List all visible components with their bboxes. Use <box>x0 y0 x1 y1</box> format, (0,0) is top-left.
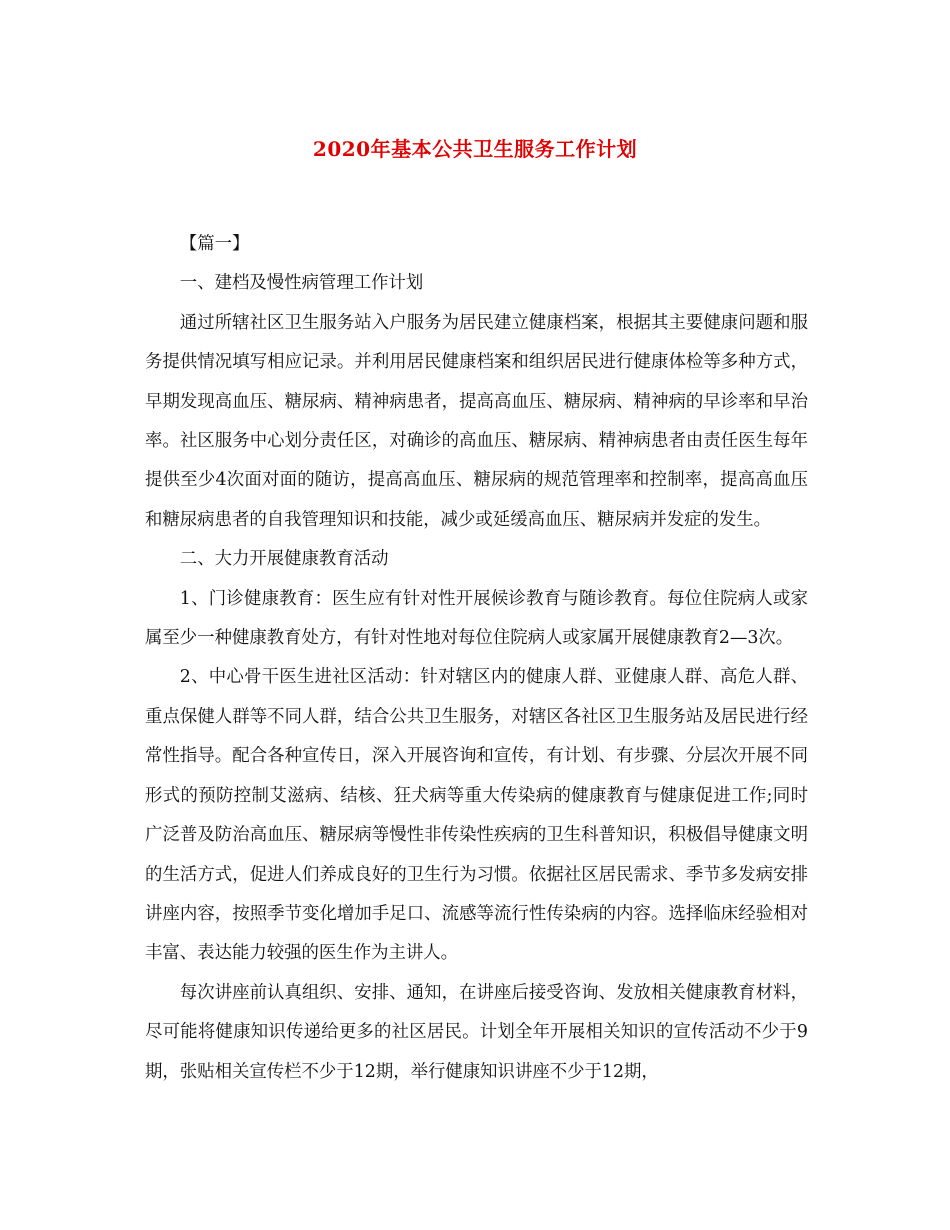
paragraph-archive-management: 通过所辖社区卫生服务站入户服务为居民建立健康档案，根据其主要健康问题和服务提供情况填写相应记录。并利用居民健康档案和组织居民进行健康体检等多种方式，早期发现高血压、糖尿病、精神病患者，提高高血压、糖尿病、精神病的早诊率和早治率。社区服务中心划分责任区，对确诊的高血压、糖尿病、精神病患者由责任医生每年提供至少4次面对面的随访，提高高血压、糖尿病的规范管理率和控制率，提高高血压和糖尿病患者的自我管理知识和技能，减少或延缓高血压、糖尿病并发症的发生。 <box>145 312 808 530</box>
section-heading-1: 一、建档及慢性病管理工作计划 <box>179 273 424 294</box>
paragraph-community-activity: 2、中心骨干医生进社区活动：针对辖区内的健康人群、亚健康人群、高危人群、重点保健人群等不同人群，结合公共卫生服务，对辖区各社区卫生服务站及居民进行经常性指导。配合各种宣传日，深入开展咨询和宣传，有计划、有步骤、分层次开展不同形式的预防控制艾滋病、结核、狂犬病等重大传染病的健康教育与健康促进工作;同时广泛普及防治高血压、糖尿病等慢性非传染性疾病的卫生科普知识，积极倡导健康文明的生活方式，促进人们养成良好的卫生行为习惯。依据社区居民需求、季节多发病安排讲座内容，按照季节变化增加手足口、流感等流行性传染病的内容。选择临床经验相对丰富、表达能力较强的医生作为主讲人。 <box>145 667 808 964</box>
section-heading-2: 二、大力开展健康教育活动 <box>179 549 389 570</box>
document-title: 2020年基本公共卫生服务工作计划 <box>312 137 638 161</box>
section-label: 【篇一】 <box>179 234 250 254</box>
paragraph-outpatient-education: 1、门诊健康教育：医生应有针对性开展候诊教育与随诊教育。每位住院病人或家属至少一种健康教育处方，有针对性地对每位住院病人或家属开展健康教育2—3次。 <box>145 588 808 649</box>
paragraph-lecture-plan: 每次讲座前认真组织、安排、通知，在讲座后接受咨询、发放相关健康教育材料，尽可能将健康知识传递给更多的社区居民。计划全年开展相关知识的宣传活动不少于9期，张贴相关宣传栏不少于12期，举行健康知识讲座不少于12期， <box>145 982 808 1082</box>
document-body <box>145 225 808 1092</box>
